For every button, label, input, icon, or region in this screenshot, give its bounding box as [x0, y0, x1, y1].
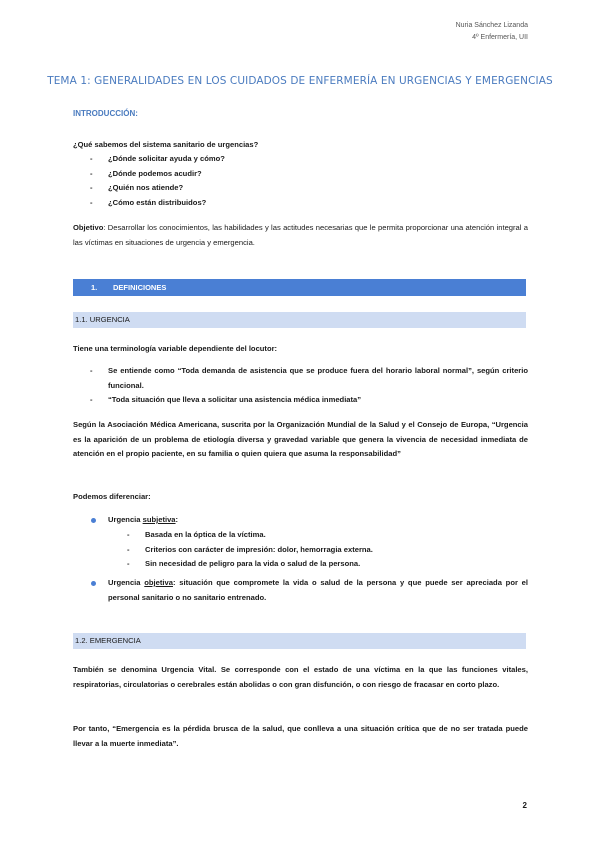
page-title: TEMA 1: GENERALIDADES EN LOS CUIDADOS DE ENFERMERÍA EN URGENCIAS Y EMERGENCIAS: [47, 75, 553, 87]
bullet-icon: [91, 518, 96, 523]
list-item: - Criterios con carácter de impresión: dolor, hemorragia externa.: [127, 544, 373, 554]
ama-definition: Según la Asociación Médica Americana, suscrita por la Organización Mundial de la Salud y el Consejo de Europa, “Urgencia es la aparición de un problema de etiología diversa y gravedad variable que genera la vivencia de necesidad inmediata de atención en el propio paciente, en su familia o quien quiera que asuma la responsabilidad”: [73, 420, 528, 458]
list-item: - ¿Dónde podemos acudir?: [90, 168, 202, 178]
list-item: - Basada en la óptica de la víctima.: [127, 530, 266, 539]
subjective-list: [127, 528, 507, 572]
list-item: - “Toda situación que lleva a solicitar una asistencia médica inmediata”: [90, 395, 362, 404]
differentiate-line: Podemos diferenciar:: [73, 492, 151, 501]
header-course: 4º Enfermería, UII: [472, 34, 528, 41]
subjective-label: Urgencia subjetiva:: [108, 515, 179, 524]
terminology-line: Tiene una terminología variable dependiente del locutor:: [73, 344, 278, 353]
list-item: - ¿Dónde solicitar ayuda y cómo?: [90, 154, 225, 163]
emergency-paragraph: También se denomina Urgencia Vital. Se corresponde con el estado de una víctima en la que las funciones vitales, respiratorias, circulatorias o cerebrales están abolidas o con gran disfunción, o con riesgo de fracasar en corto plazo.: [73, 665, 528, 689]
objective-label: Objetivo: [73, 223, 104, 232]
list-item: - Se entiende como “Toda demanda de asistencia que se produce fuera del horario laboral normal”, según criterio funcional.: [90, 366, 528, 390]
list-item: - ¿Quién nos atiende?: [90, 183, 184, 192]
subsection-title: 1.2. EMERGENCIA: [75, 636, 141, 645]
intro-heading: INTRODUCCIÓN:: [73, 109, 138, 118]
list-item: - Sin necesidad de peligro para la vida o salud de la persona.: [127, 559, 361, 568]
section-number: 1.: [91, 283, 98, 292]
terminology-list: [90, 364, 528, 408]
intro-question: ¿Qué sabemos del sistema sanitario de urgencias?: [73, 140, 259, 149]
section-title: DEFINICIONES: [113, 283, 167, 292]
subsection-emergencia-band: [73, 633, 526, 649]
objective-urgency: Urgencia objetiva: situación que compromete la vida o salud de la persona y que puede ser apreciada por el personal sanitario o no sanitario entrenado.: [108, 578, 528, 602]
objective-paragraph: [73, 221, 528, 250]
objective-text: : Desarrollar los conocimientos, las habilidades y las actitudes necesarias que le permita proporcionar una atención integral a las víctimas en situaciones de urgencia y emergencia.: [73, 223, 528, 247]
intro-list: [90, 152, 510, 210]
section-definiciones-band: [73, 279, 526, 296]
page-header: [456, 20, 528, 44]
header-author: Nuria Sánchez Lizanda: [455, 22, 528, 29]
emergency-definition: Por tanto, “Emergencia es la pérdida brusca de la salud, que conlleva a una situación crítica que de no ser tratada puede llevar a la muerte inmediata”.: [73, 724, 528, 748]
subsection-title: 1.1. URGENCIA: [75, 315, 130, 324]
subsection-urgencia-band: [73, 312, 526, 328]
bullet-icon: [91, 581, 96, 586]
page-number: 2: [522, 801, 527, 810]
list-item: - ¿Cómo están distribuidos?: [90, 197, 207, 207]
